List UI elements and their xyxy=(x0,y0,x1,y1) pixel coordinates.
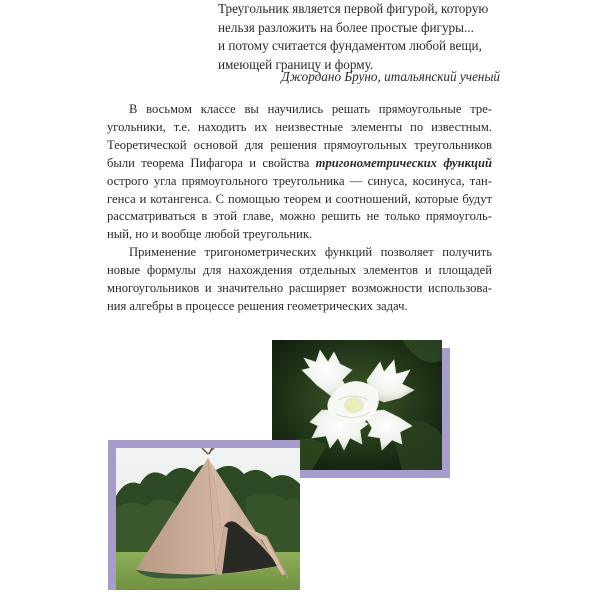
epigraph-line: нельзя разложить на более простые фигуры... xyxy=(218,19,474,35)
text-line: рассматриваться в этой главе, можно решить не только прямоуголь- xyxy=(107,209,492,224)
text-line: генса и котангенса. С помощью теорем и соотношений, которые будут xyxy=(107,191,492,206)
key-term: тригонометрических функций xyxy=(315,155,492,170)
text-line: новые формулы для нахождения отдельных элементов и площадей xyxy=(107,263,492,278)
epigraph-line: Треугольник является первой фигурой, которую xyxy=(218,1,489,16)
epigraph-line: и потому считается фундаментом любой вещи, xyxy=(218,38,482,53)
teepee-photo xyxy=(116,448,300,590)
teepee-image xyxy=(116,448,300,590)
text-fragment: были теорема Пифагора и свойства xyxy=(107,155,316,170)
text-line: ния алгебры в процессе решения геометрических задач. xyxy=(107,298,408,313)
text-line: В восьмом классе вы научились решать прямоугольные тре- xyxy=(129,102,492,116)
epigraph xyxy=(218,0,518,74)
text-line-with-term xyxy=(107,155,492,173)
text-line: угольники, т.е. находить их неизвестные элементы по известным. xyxy=(107,119,492,134)
chapter-intro-text xyxy=(107,101,492,316)
text-line: ный, но и вообще любой треугольник. xyxy=(107,227,313,242)
teepee-photo-frame xyxy=(108,440,300,590)
text-line: острого угла прямоугольного треугольника — синуса, косинуса, тан- xyxy=(107,173,492,188)
text-line: Теоретической основой для решения прямоугольных треугольников xyxy=(107,137,492,152)
text-line: Применение тригонометрических функций позволяет получить xyxy=(129,245,492,260)
epigraph-author: Джордано Бруно, итальянский ученый xyxy=(281,69,500,84)
epigraph-line: имеющей границу и форму. xyxy=(218,56,374,72)
text-line: многоугольников и значительно расширяет возможности использова- xyxy=(107,281,492,296)
